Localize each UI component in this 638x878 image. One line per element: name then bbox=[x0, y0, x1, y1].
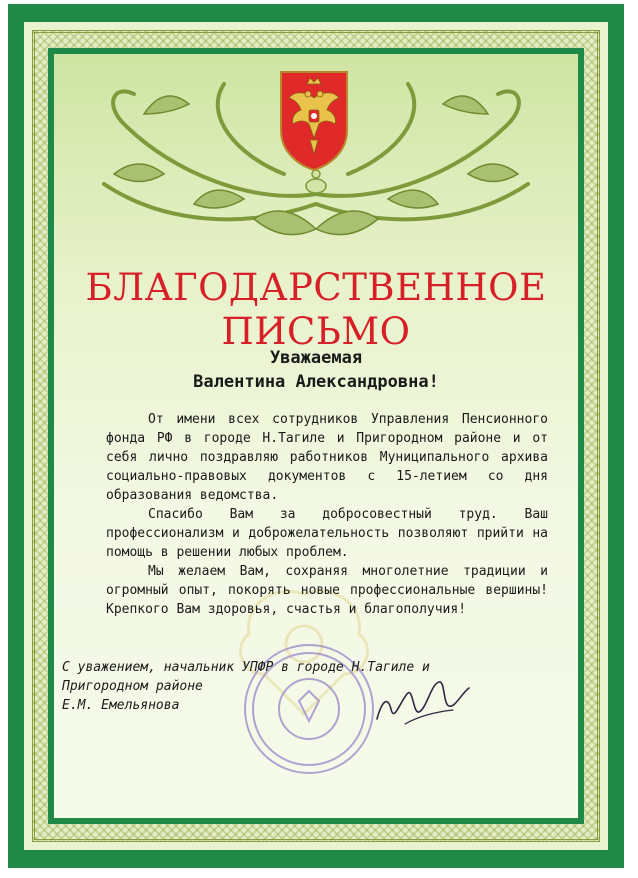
certificate-frame bbox=[8, 4, 624, 868]
signature-icon bbox=[369, 664, 479, 734]
document-title-line1: БЛАГОДАРСТВЕННОЕ bbox=[85, 266, 547, 309]
body-paragraph: От имени всех сотрудников Управления Пенсионного фонда РФ в городе Н.Тагиле и Пригородном районе и от себя лично поздравляю работников Муниципального архива социально-правовых документов с 15-летием со дня образования ведомства. bbox=[106, 412, 548, 503]
body-paragraph: Спасибо Вам за добросовестный труд. Ваш профессионализм и доброжелательность позволяют прийти на помощь в решении любых проблем. bbox=[106, 507, 548, 560]
signatory-name: Е.М. Емельянова bbox=[62, 698, 180, 713]
salutation-line1: Уважаемая bbox=[269, 348, 363, 368]
coat-of-arms-icon bbox=[277, 68, 351, 172]
closing-line: Пригородном районе bbox=[62, 679, 203, 694]
body-paragraph: Мы желаем Вам, сохраняя многолетние традиции и огромный опыт, покорять новые профессиональные вершины! Крепкого Вам здоровья, счастья и благополучия! bbox=[106, 564, 548, 617]
closing-line: С уважением, начальник УПФР в городе Н.Тагиле и bbox=[62, 660, 430, 675]
document-title-line2: ПИСЬМО bbox=[221, 310, 411, 353]
letter-body bbox=[106, 410, 548, 619]
letter-paper bbox=[54, 54, 578, 818]
salutation-line2: Валентина Александровна! bbox=[193, 372, 439, 392]
